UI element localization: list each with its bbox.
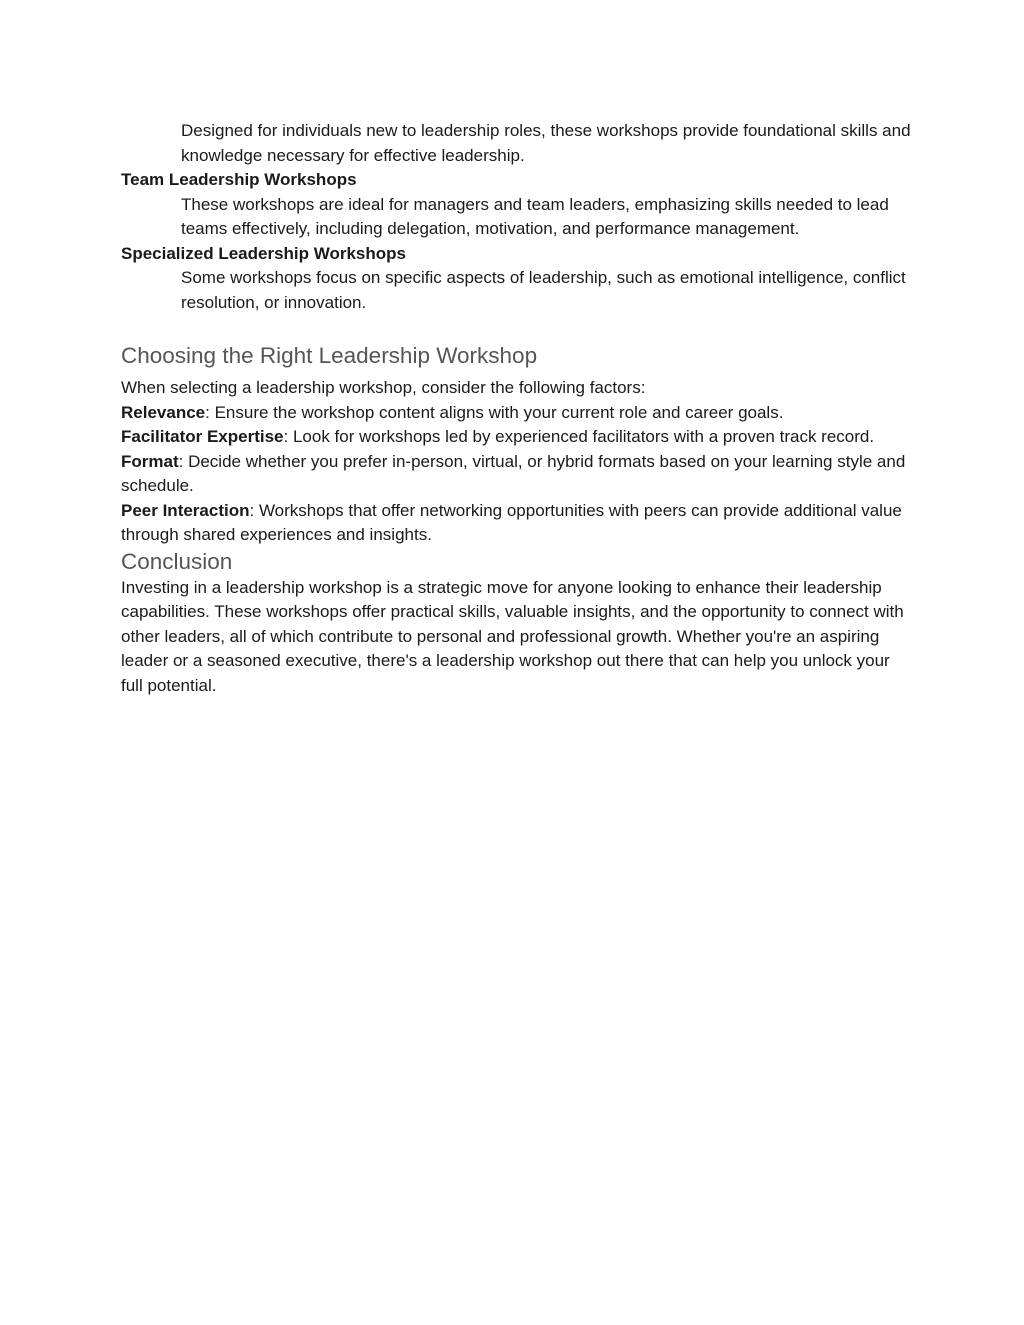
workshop-type-term: Specialized Leadership Workshops bbox=[121, 243, 406, 263]
workshop-type-description: Some workshops focus on specific aspects of leadership, such as emotional intelligence, conflict resolution, or innovation. bbox=[181, 268, 906, 312]
section-heading-choosing: Choosing the Right Leadership Workshop bbox=[121, 343, 538, 368]
factor-text: : Decide whether you prefer in-person, virtual, or hybrid formats based on your learning style and schedule. bbox=[121, 451, 906, 495]
factor-term: Facilitator Expertise bbox=[121, 427, 284, 446]
workshop-type-description: These workshops are ideal for managers and team leaders, emphasizing skills needed to lead teams effectively, including delegation, motivation, and performance management. bbox=[181, 194, 889, 238]
factor-term: Relevance bbox=[121, 402, 206, 422]
factor-text: : Workshops that offer networking opportunities with peers can provide additional value through shared experiences and insights. bbox=[121, 500, 902, 544]
factor-term: Format bbox=[121, 451, 179, 471]
choosing-intro: When selecting a leadership workshop, consider the following factors: bbox=[121, 378, 646, 397]
factor-item bbox=[121, 450, 911, 499]
factor-term: Peer Interaction bbox=[121, 500, 250, 520]
conclusion-body: Investing in a leadership workshop is a strategic move for anyone looking to enhance their leadership capabilities. These workshops offer practical skills, valuable insights, and the opportunity to connect with other leaders, all of which contribute to personal and professional growth. Whether you're an aspiring leader or a seasoned executive, there's a leadership workshop out there that can help you unlock your full potential. bbox=[121, 577, 904, 695]
section-heading-conclusion: Conclusion bbox=[121, 548, 233, 574]
factor-text: : Ensure the workshop content aligns with your current role and career goals. bbox=[205, 402, 784, 422]
document-page bbox=[121, 119, 911, 698]
workshop-type-description: Designed for individuals new to leadership roles, these workshops provide foundational skills and knowledge necessary for effective leadership. bbox=[181, 121, 911, 165]
factor-text: : Look for workshops led by experienced facilitators with a proven track record. bbox=[283, 427, 875, 446]
factor-item bbox=[121, 499, 911, 548]
workshop-type-term: Team Leadership Workshops bbox=[121, 170, 357, 189]
factor-item bbox=[121, 401, 911, 426]
factor-item bbox=[121, 425, 911, 450]
